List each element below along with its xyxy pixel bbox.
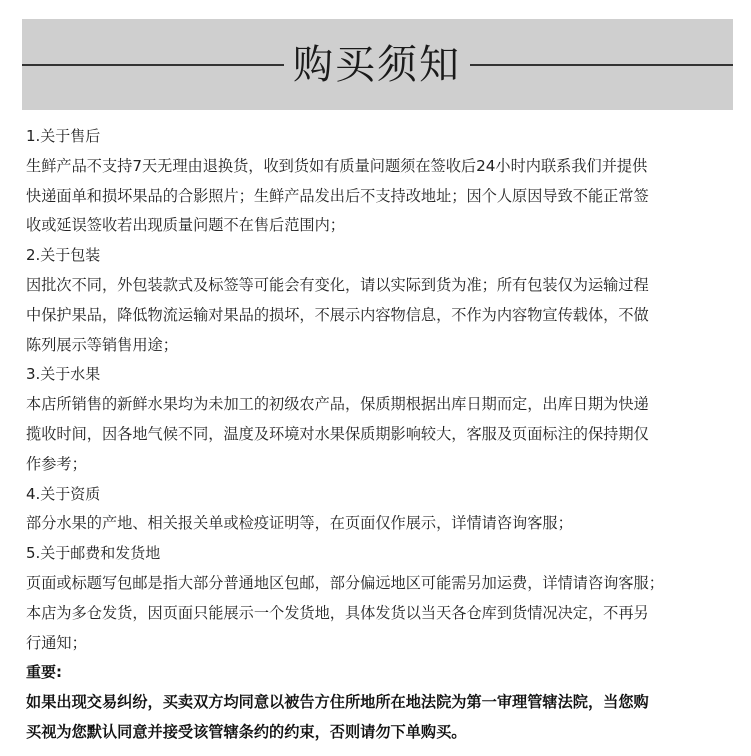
paragraph-line: 本店所销售的新鲜水果均为未加工的初级农产品，保质期根据出库日期而定，出库日期为快递 [26,395,649,414]
section-heading: 2.关于包装 [26,246,101,265]
paragraph-line: 中保护果品，降低物流运输对果品的损坏，不展示内容物信息，不作为内容物宣传载体，不做 [26,305,649,324]
paragraph-line: 作参考； [26,454,87,473]
title-rule-right [470,64,733,66]
paragraph-line: 页面或标题写包邮是指大部分普通地区包邮，部分偏远地区可能需另加运费，详情请咨询客服； [26,573,664,592]
important-line: 买视为您默认同意并接受该管辖条约的约束，否则请勿下单购买。 [26,722,467,741]
paragraph-line: 部分水果的产地、相关报关单或检疫证明等，在页面仅作展示，详情请咨询客服； [26,514,573,533]
paragraph-line: 行通知； [26,633,87,652]
important-line: 如果出现交易纠纷，买卖双方均同意以被告方住所地所在地法院为第一审理管辖法院，当您购 [26,693,649,712]
paragraph-line: 快递面单和损坏果品的合影照片；生鲜产品发出后不支持改地址；因个人原因导致不能正常签 [26,186,649,205]
paragraph-line: 收或延误签收若出现质量问题不在售后范围内； [26,216,345,235]
important-heading: 重要: [26,663,62,682]
section-after-sales [26,122,738,241]
section-shipping [26,539,738,658]
paragraph-line: 生鲜产品不支持7天无理由退换货，收到货如有质量问题须在签收后24小时内联系我们并提供 [26,156,648,175]
section-heading: 4.关于资质 [26,484,101,503]
paragraph-line: 揽收时间，因各地气候不同，温度及环境对水果保质期影响较大，客服及页面标注的保持期仅 [26,424,649,443]
section-heading: 3.关于水果 [26,365,101,384]
section-fruit [26,360,738,479]
section-heading: 1.关于售后 [26,127,101,145]
paragraph-line: 陈列展示等销售用途； [26,335,178,354]
section-qualification [26,480,738,540]
title-rule-left [22,64,284,66]
section-heading: 5.关于邮费和发货地 [26,544,161,563]
page-title: 购买须知 [293,42,461,88]
section-packaging [26,241,738,360]
section-important [26,658,738,747]
paragraph-line: 因批次不同，外包装款式及标签等可能会有变化，请以实际到货为准；所有包装仅为运输过程 [26,275,649,294]
notice-body [26,122,738,748]
paragraph-line: 本店为多仓发货，因页面只能展示一个发货地，具体发货以当天各仓库到货情况决定，不再另 [26,603,649,622]
